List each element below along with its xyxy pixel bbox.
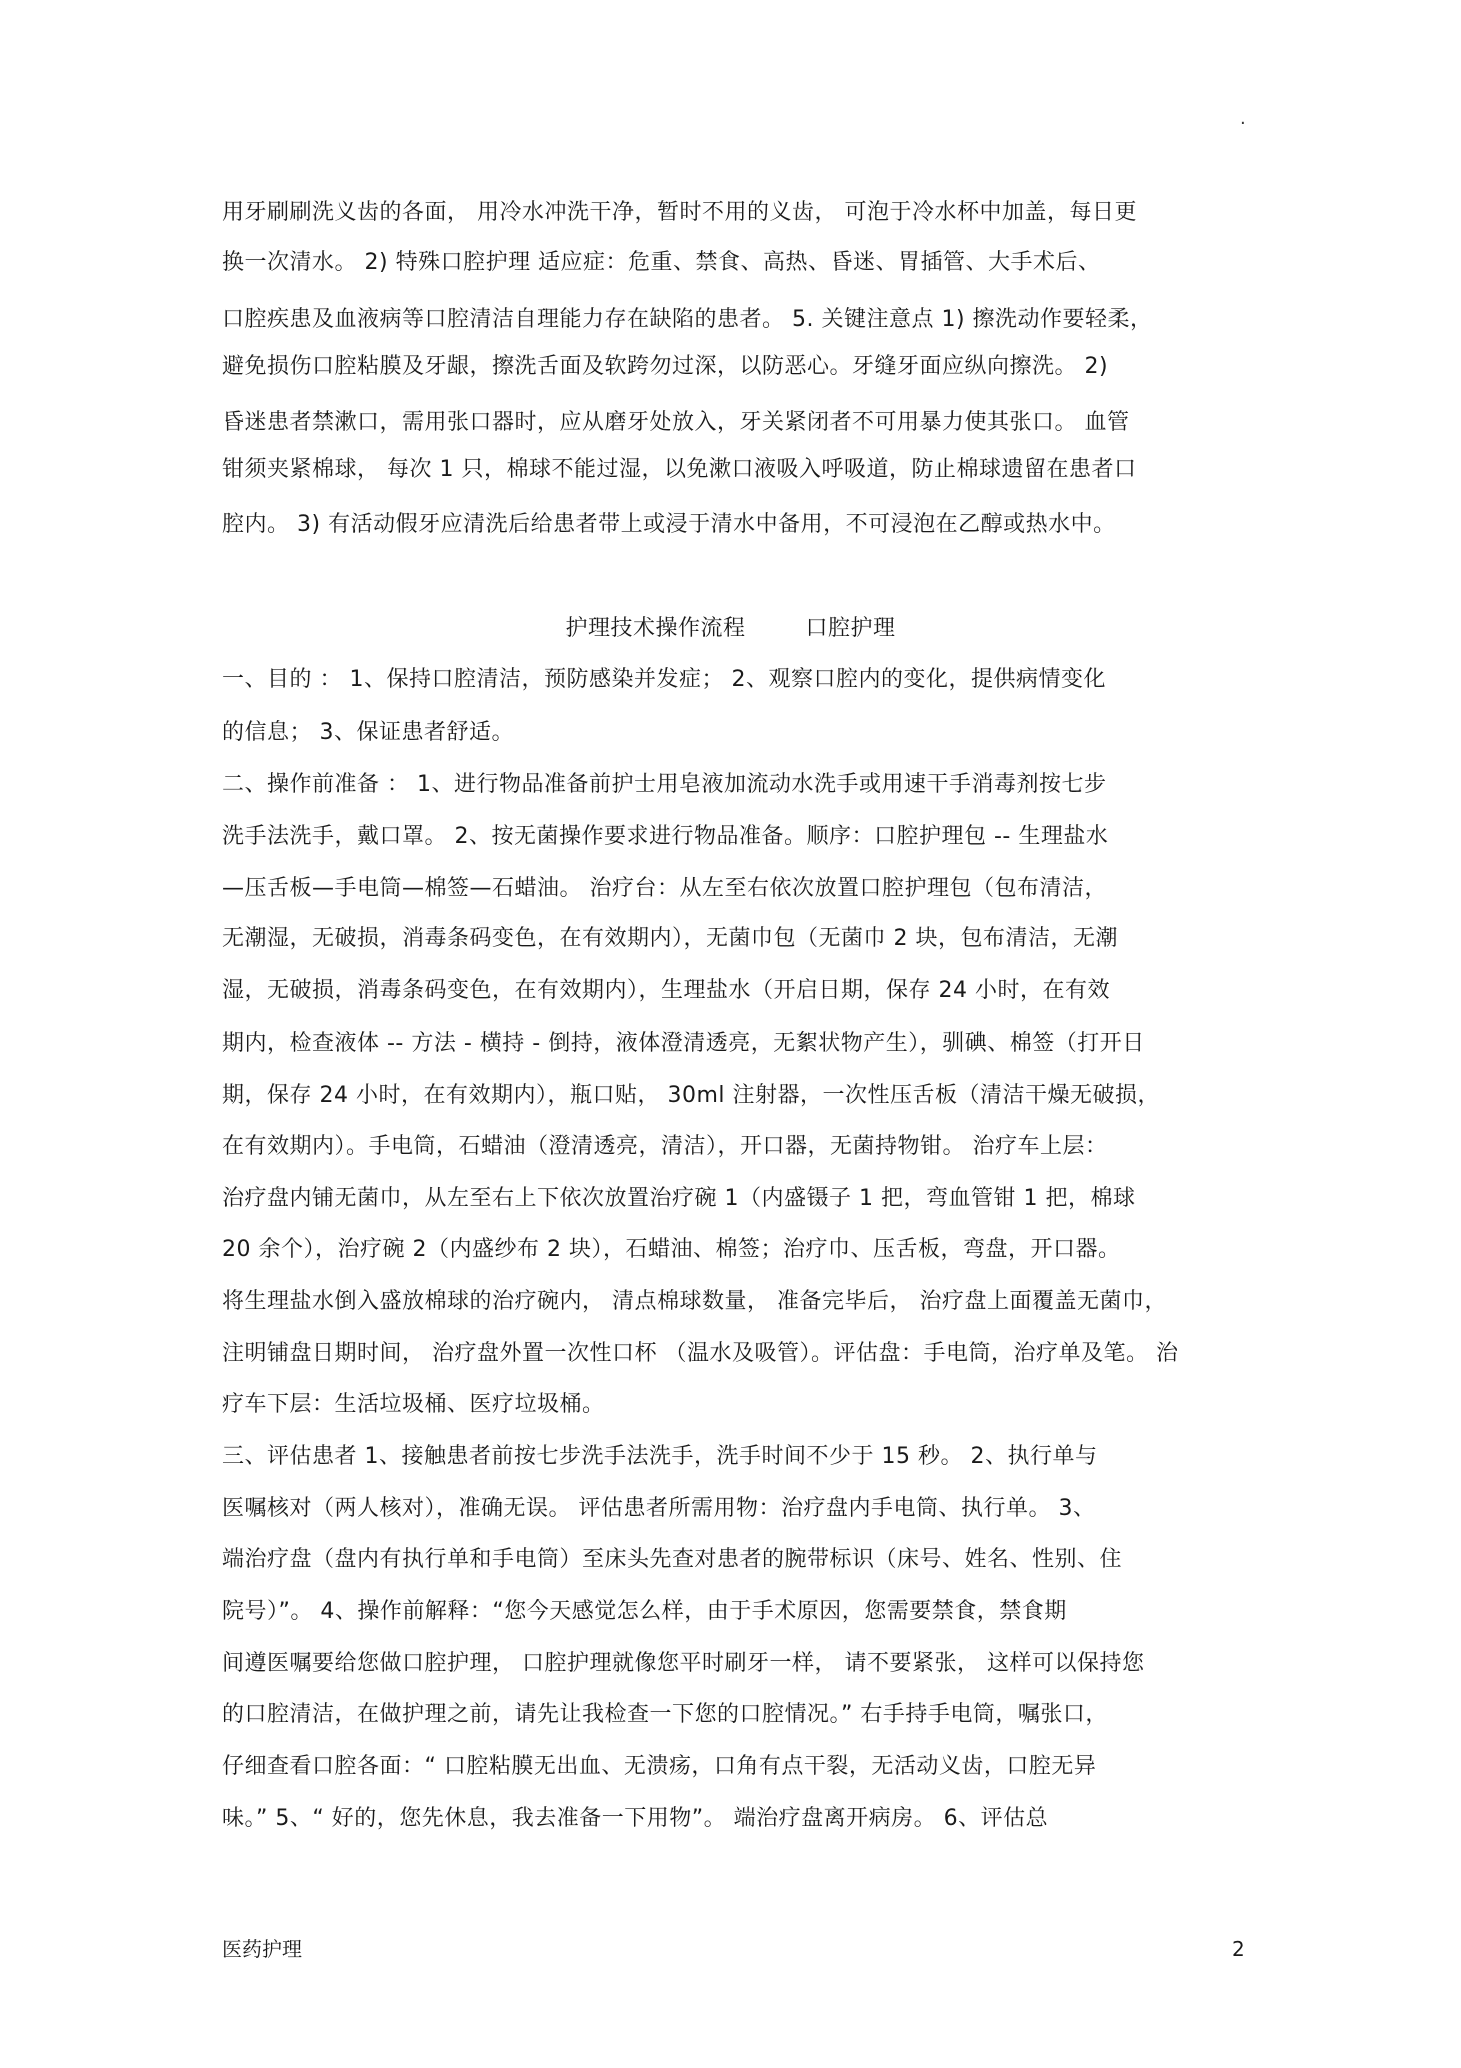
paragraph-line: 腔内。 3) 有活动假牙应清洗后给患者带上或浸于清水中备用，不可浸泡在乙醇或热水中。 — [222, 512, 1116, 537]
body-line: 无潮湿，无破损，消毒条码变色，在有效期内），无菌巾包（无菌巾 2 块，包布清洁，无潮 — [222, 926, 1118, 951]
body-line: 仔细查看口腔各面：“ 口腔粘膜无出血、无溃疡，口角有点干裂，无活动义齿，口腔无异 — [222, 1754, 1097, 1779]
paragraph-line: 口腔疾患及血液病等口腔清洁自理能力存在缺陷的患者。 5. 关键注意点 1) 擦洗动作要轻柔， — [222, 307, 1153, 332]
body-line: 二、操作前准备 ： 1、进行物品准备前护士用皂液加流动水洗手或用速干手消毒剂按七步 — [222, 772, 1107, 797]
body-line: 医嘱核对（两人核对），准确无误。 评估患者所需用物：治疗盘内手电筒、执行单。 3、 — [222, 1496, 1096, 1521]
body-line: 味。” 5、“ 好的，您先休息，我去准备一下用物”。 端治疗盘离开病房。 6、评估总 — [222, 1806, 1049, 1831]
body-line: 将生理盐水倒入盛放棉球的治疗碗内， 清点棉球数量， 准备完毕后， 治疗盘上面覆盖无菌巾， — [222, 1289, 1167, 1314]
body-line: 端治疗盘（盘内有执行单和手电筒）至床头先查对患者的腕带标识（床号、姓名、性别、住 — [222, 1547, 1123, 1572]
body-line: 间遵医嘱要给您做口腔护理， 口腔护理就像您平时刷牙一样， 请不要紧张， 这样可以保持您 — [222, 1651, 1145, 1676]
paragraph-line: 避免损伤口腔粘膜及牙龈，擦洗舌面及软跨勿过深，以防恶心。牙缝牙面应纵向擦洗。 2) — [222, 354, 1109, 379]
body-line: 的信息； 3、保证患者舒适。 — [222, 720, 514, 745]
corner-mark: . — [1240, 108, 1246, 129]
footer-title: 医药护理 — [222, 1937, 302, 1961]
paragraph-line: 换一次清水。 2) 特殊口腔护理 适应症：危重、禁食、高热、昏迷、胃插管、大手术后、 — [222, 250, 1101, 275]
body-line: 一、目的 ： 1、保持口腔清洁，预防感染并发症； 2、观察口腔内的变化，提供病情变化 — [222, 667, 1106, 692]
body-line: 洗手法洗手，戴口罩。 2、按无菌操作要求进行物品准备。顺序：口腔护理包 -- 生理盐水 — [222, 824, 1109, 849]
paragraph-line: 昏迷患者禁漱口，需用张口器时，应从磨牙处放入，牙关紧闭者不可用暴力使其张口。 血管 — [222, 410, 1130, 435]
body-line: 三、评估患者 1、接触患者前按七步洗手法洗手，洗手时间不少于 15 秒。 2、执行单与 — [222, 1444, 1098, 1469]
paragraph-line: 用牙刷刷洗义齿的各面， 用冷水冲洗干净，暂时不用的义齿， 可泡于冷水杯中加盖，每日更 — [222, 200, 1137, 225]
body-line: 期内，检查液体 -- 方法 - 横持 - 倒持，液体澄清透亮，无絮状物产生），驯碘、棉签（打开日 — [222, 1031, 1145, 1056]
body-line: 湿，无破损，消毒条码变色，在有效期内），生理盐水（开启日期，保存 24 小时，在有效 — [222, 978, 1110, 1003]
section-heading: 护理技术操作流程 口腔护理 — [565, 616, 896, 641]
body-line: 在有效期内）。手电筒，石蜡油（澄清透亮，清洁），开口器，无菌持物钳。 治疗车上层： — [222, 1134, 1108, 1159]
body-line: 院号）”。 4、操作前解释：“您今天感觉怎么样，由于手术原因，您需要禁食，禁食期 — [222, 1599, 1067, 1624]
paragraph-line: 钳须夹紧棉球， 每次 1 只，棉球不能过湿，以免漱口液吸入呼吸道，防止棉球遗留在患者口 — [222, 457, 1137, 482]
body-line: —压舌板—手电筒—棉签—石蜡油。 治疗台：从左至右依次放置口腔护理包（包布清洁， — [222, 876, 1107, 901]
page-number: 2 — [1232, 1937, 1245, 1961]
body-line: 的口腔清洁，在做护理之前，请先让我检查一下您的口腔情况。” 右手持手电筒，嘱张口， — [222, 1702, 1108, 1727]
body-line: 注明铺盘日期时间， 治疗盘外置一次性口杯 （温水及吸管）。评估盘：手电筒，治疗单及笔。 治 — [222, 1341, 1179, 1366]
body-line: 20 余个），治疗碗 2（内盛纱布 2 块），石蜡油、棉签；治疗巾、压舌板，弯盘，开口器。 — [222, 1237, 1121, 1262]
body-line: 治疗盘内铺无菌巾，从左至右上下依次放置治疗碗 1（内盛镊子 1 把，弯血管钳 1 把，棉球 — [222, 1186, 1136, 1211]
body-line: 期，保存 24 小时，在有效期内），瓶口贴， 30ml 注射器，一次性压舌板（清洁干燥无破损， — [222, 1083, 1161, 1108]
body-line: 疗车下层：生活垃圾桶、医疗垃圾桶。 — [222, 1392, 605, 1417]
